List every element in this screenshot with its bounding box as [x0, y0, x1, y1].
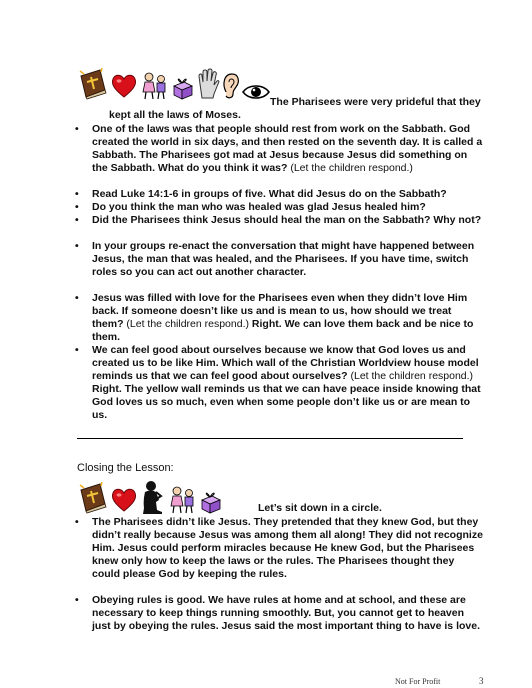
bullet-text: Jesus was filled with love for the Pharisees even when they didn’t love Him back. If someone doesn’t like us and is mean to us, how should we treat them?	[92, 292, 468, 330]
section-lead-text: The Pharisees were very prideful that they	[270, 96, 481, 108]
bullet-text: The Pharisees didn’t like Jesus. They pretended that they knew God, but they didn’t really because Jesus was among them all along! They did not recognize Him. Jesus could perform miracles because He knew God, but the Pharisees knew only how to keep the laws or the rules. The Pharisees thought they could please God by keeping the rules.	[92, 516, 483, 580]
page-number: 3	[479, 676, 484, 686]
closing-bullet-list	[92, 516, 484, 633]
gift-icon	[200, 488, 222, 514]
heart-icon	[110, 72, 138, 100]
closing-heading: Closing the Lesson:	[77, 462, 174, 474]
section-divider	[77, 438, 463, 439]
bullet-tail: Right. The yellow wall reminds us that we can have peace inside knowing that God loves us so much, even when some people don’t like us or are mean to us.	[92, 383, 481, 421]
bullet-text: In your groups re-enact the conversation that might have happened between Jesus, the man that was healed, and the Pharisees. If you have time, switch roles so you can act out another character.	[92, 240, 475, 278]
bible-icon	[78, 68, 108, 100]
eye-icon	[242, 84, 270, 100]
bullet-text: Did the Pharisees think Jesus should heal the man on the Sabbath? Why not?	[92, 214, 482, 226]
bullet-text: One of the laws was that people should rest from work on the Sabbath. God created the world in six days, and then rested on the seventh day. It is called a Sabbath. The Pharisees got mad at Jesus because Jesus did something on the Sabbath. What do you think it was?	[92, 123, 483, 174]
bullet-note: (Let the children respond.)	[347, 370, 474, 382]
bullet-note: (Let the children respond.)	[123, 318, 252, 330]
bullet-tail: Right. We can love them back and be nice to them.	[92, 318, 474, 343]
icon-row-2	[78, 480, 222, 514]
list-item	[92, 516, 484, 581]
boy-girl-icon	[140, 70, 170, 100]
icon-row-1	[78, 68, 270, 100]
bullet-note: (Let the children respond.)	[287, 162, 413, 174]
list-item	[92, 201, 484, 214]
section-bullet-list	[92, 123, 484, 422]
bullet-text: Obeying rules is good. We have rules at home and at school, and these are necessary to keep things running smoothly. But, you cannot get to heaven just by obeying the rules. Jesus said the most important thing to have is love.	[92, 594, 480, 632]
bullet-text: Read Luke 14:1-6 in groups of five. What did Jesus do on the Sabbath?	[92, 188, 447, 200]
ear-icon	[222, 72, 240, 100]
hand-icon	[196, 68, 220, 100]
boy-girl-icon	[168, 484, 198, 514]
closing-lead-text: Let’s sit down in a circle.	[258, 502, 382, 514]
list-item	[92, 344, 484, 422]
bullet-text: Do you think the man who was healed was glad Jesus healed him?	[92, 201, 426, 213]
list-item	[92, 123, 484, 175]
praying-person-icon	[140, 480, 166, 514]
bullet-text: We can feel good about ourselves because we know that God loves us and created us to be like Him. Which wall of the Christian Worldview house model reminds us that we can feel good about ourselves?	[92, 344, 479, 382]
section-lead-continuation: kept all the laws of Moses.	[109, 109, 241, 121]
list-item	[92, 240, 484, 279]
list-item	[92, 594, 484, 633]
footer-label: Not For Profit	[395, 677, 441, 686]
list-item	[92, 214, 484, 227]
bible-icon	[78, 482, 108, 514]
list-item	[92, 292, 484, 344]
heart-icon	[110, 486, 138, 514]
gift-icon	[172, 74, 194, 100]
list-item	[92, 188, 484, 201]
